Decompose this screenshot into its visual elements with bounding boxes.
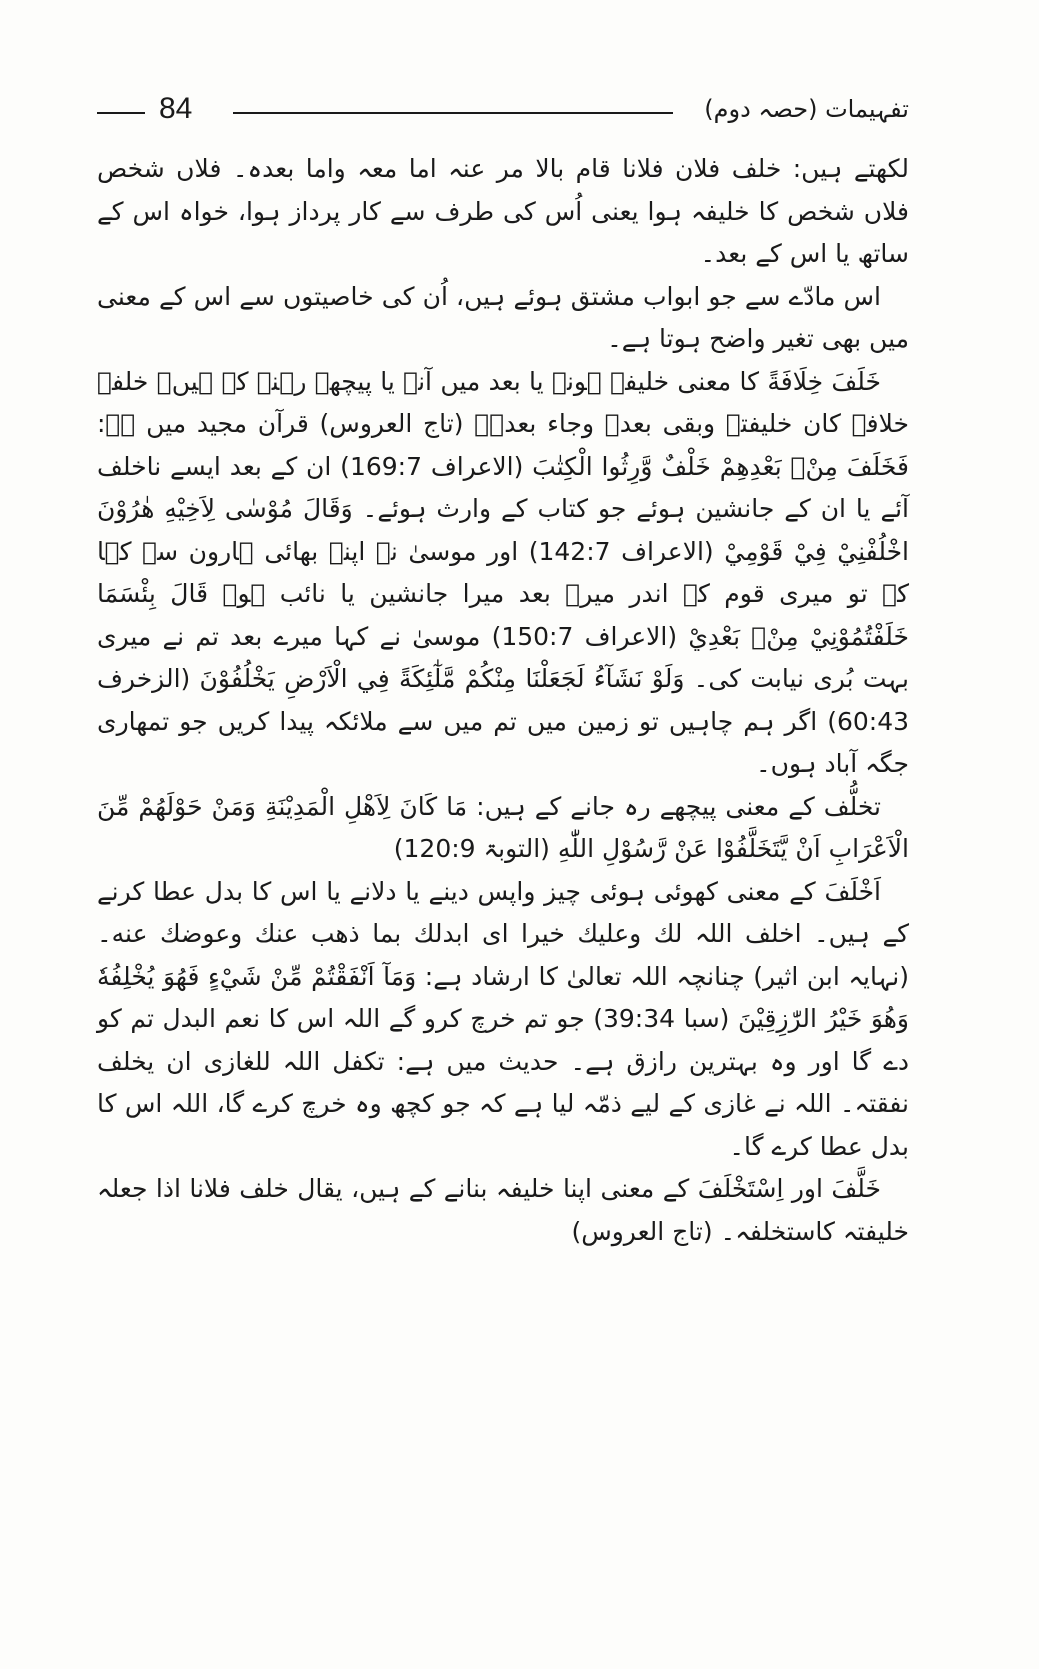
paragraph-2: اس مادّے سے جو ابواب مشتق ہوئے ہیں، اُن کی خاصیتوں سے اس کے معنی میں بھی تغیر واضح ہوتا ہے۔ — [97, 281, 909, 353]
body-text — [97, 148, 909, 1253]
header-rule-right — [233, 112, 673, 114]
book-title: تفہیمات (حصہ دوم) — [704, 95, 909, 123]
page-number: 84 — [159, 92, 193, 125]
page-header — [97, 90, 909, 130]
paragraph-4: تخلُّف کے معنی پیچھے رہ جانے کے ہیں: مَا كَانَ لِاَهْلِ الْمَدِيْنَةِ وَمَنْ حَوْلَهُمْ مِّنَ الْاَعْرَابِ اَنْ يَّتَخَلَّفُوْا عَنْ رَّسُوْلِ اللّٰهِ (التوبۃ 120:9) — [97, 791, 909, 863]
paragraph-5: اَخْلَفَ کے معنی کھوئی ہوئی چیز واپس دینے یا دلانے یا اس کا بدل عطا کرنے کے ہیں۔ اخلف اللہ لك وعليك خيرا اى ابدلك بما ذهب عنك وعوضك عنه۔ (نہایہ ابن اثیر) چنانچہ اللہ تعالیٰ کا ارشاد ہے: وَمَآ اَنْفَقْتُمْ مِّنْ شَيْءٍ فَهُوَ يُخْلِفُهٗ وَهُوَ خَيْرُ الرّٰزِقِيْنَ (سبا 39:34) جو تم خرچ کرو گے اللہ اس کا نعم البدل تم کو دے گا اور وہ بہترین رازق ہے۔ حدیث میں ہے: تکفل اللہ للغازی ان یخلف نفقتہ۔ اللہ نے غازی کے لیے ذمّہ لیا ہے کہ جو کچھ وہ خرچ کرے گا، اللہ اس کا بدل عطا کرے گا۔ — [97, 876, 909, 1161]
paragraph-3: خَلَفَ خِلَافَةً کا معنی خلیفہ ہونے یا بعد میں آنے یا پیچھے رہنے کے ہیں۔ خلفہ خلافۃ کان خلیفتہ وبقی بعدہ وجاء بعدہ۔ (تاج العروس) قرآن مجید میں ہے: فَخَلَفَ مِنْۢ بَعْدِهِمْ خَلْفٌ وَّرِثُوا الْكِتٰبَ (الاعراف 169:7) ان کے بعد ایسے ناخلف آئے یا ان کے جانشین ہوئے جو کتاب کے وارث ہوئے۔ وَقَالَ مُوْسٰى لِاَخِيْهِ هٰرُوْنَ اخْلُفْنِيْ فِيْ قَوْمِيْ (الاعراف 142:7) اور موسیٰ نے اپنے بھائی ہارون سے کہا کہ تو میری قوم کے اندر میرے بعد میرا جانشین یا نائب ہو۔ قَالَ بِئْسَمَا خَلَفْتُمُوْنِيْ مِنْۢ بَعْدِيْ (الاعراف 150:7) موسیٰ نے کہا میرے بعد تم نے میری بہت بُری نیابت کی۔ وَلَوْ نَشَآءُ لَجَعَلْنَا مِنْكُمْ مَّلٰٓئِكَةً فِي الْاَرْضِ يَخْلُفُوْنَ (الزخرف 60:43) اگر ہم چاہیں تو زمین میں تم میں سے ملائکہ پیدا کریں جو تمھاری جگہ آباد ہوں۔ — [97, 366, 909, 778]
paragraph-1: لکھتے ہیں: خلف فلان فلانا قام بالا مر عنہ اما معہ واما بعدہ۔ فلاں شخص فلاں شخص کا خلیفہ ہوا یعنی اُس کی طرف سے کار پرداز ہوا، خواہ اس کے ساتھ یا اس کے بعد۔ — [97, 154, 909, 268]
header-rule-left — [97, 112, 145, 114]
paragraph-6: خَلَّفَ اور اِسْتَخْلَفَ کے معنی اپنا خلیفہ بنانے کے ہیں، یقال خلف فلانا اذا جعلہ خلیفتہ کاستخلفہ۔ (تاج العروس) — [97, 1174, 909, 1246]
